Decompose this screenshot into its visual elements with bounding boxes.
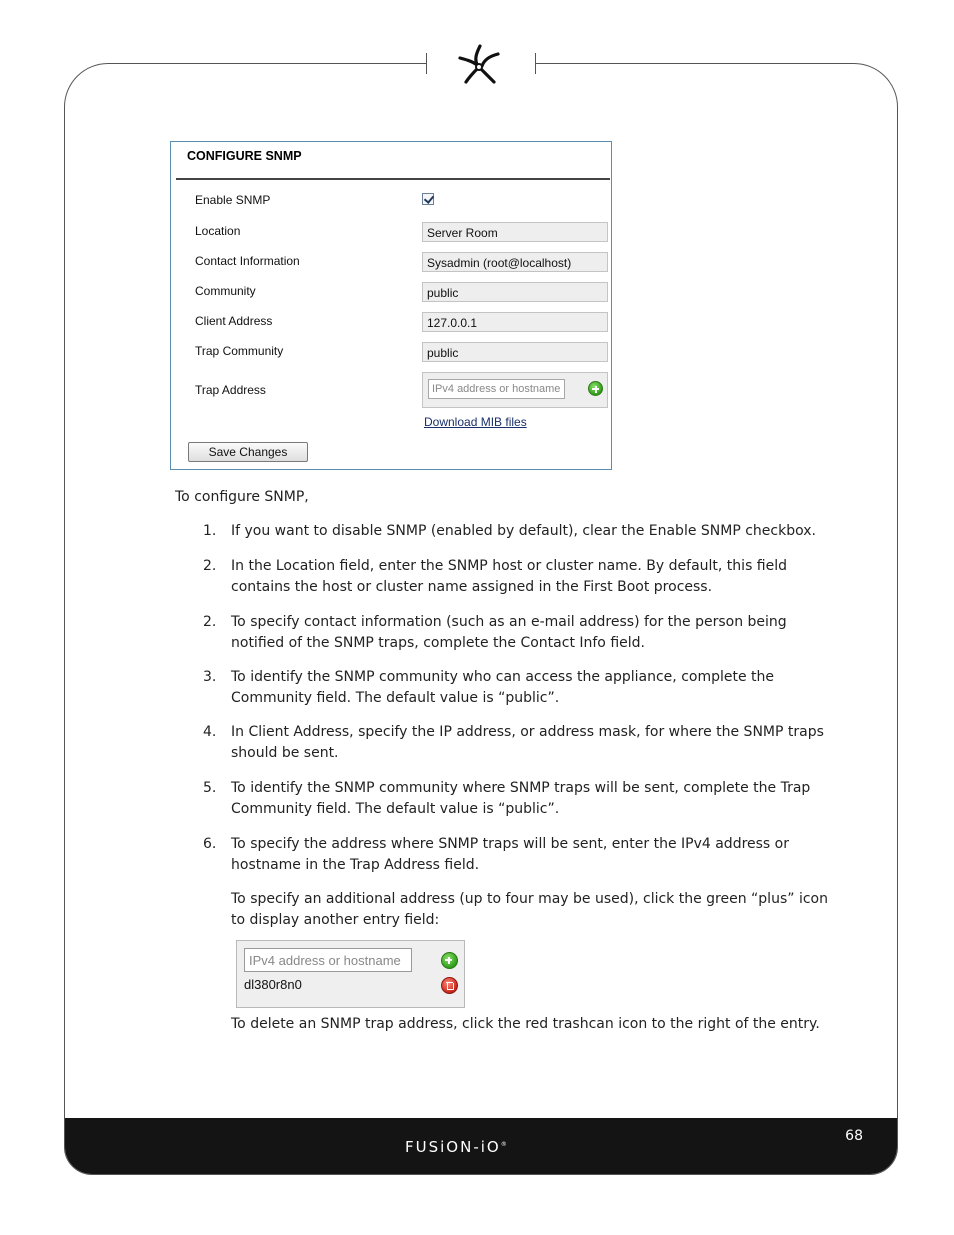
star-logo-icon	[452, 40, 508, 90]
panel-title: CONFIGURE SNMP	[187, 149, 302, 163]
community-label: Community	[195, 284, 256, 298]
trap-address-box	[422, 372, 608, 408]
delete-note: To delete an SNMP trap address, click the red trashcan icon to the right of the entry.	[231, 1016, 820, 1032]
step-number: 4.	[203, 724, 217, 740]
client-address-label: Client Address	[195, 314, 273, 328]
fusion-io-logo: FUSiON-iO®	[405, 1138, 507, 1156]
header-tick-left	[426, 53, 427, 74]
trap-address-input[interactable]: IPv4 address or hostname	[428, 379, 565, 399]
step-text: In the Location field, enter the SNMP host or cluster name. By default, this field contains the host or cluster name assigned in the First Boot process.	[231, 558, 788, 595]
intro-text: To configure SNMP,	[175, 489, 309, 505]
contact-info-field[interactable]: Sysadmin (root@localhost)	[422, 252, 608, 272]
footer-band	[65, 1118, 897, 1174]
trap-community-field[interactable]: public	[422, 342, 608, 362]
example-entry: dl380r8n0	[244, 977, 302, 992]
location-field[interactable]: Server Room	[422, 222, 608, 242]
step-text: To identify the SNMP community where SNMP traps will be sent, complete the Trap Community field. The default value is “public”.	[231, 780, 811, 817]
example-address-input[interactable]: IPv4 address or hostname	[244, 948, 412, 972]
step-number: 2.	[203, 614, 217, 630]
trap-community-label: Trap Community	[195, 344, 284, 358]
trap-address-example	[236, 940, 465, 1008]
step-text: In Client Address, specify the IP address, or address mask, for where the SNMP traps should be sent.	[231, 724, 824, 761]
enable-snmp-checkbox[interactable]	[422, 193, 434, 205]
step-number: 3.	[203, 669, 217, 685]
example-plus-icon[interactable]	[441, 952, 458, 969]
add-address-plus-icon[interactable]	[588, 381, 603, 396]
client-address-field[interactable]: 127.0.0.1	[422, 312, 608, 332]
step-number: 6.	[203, 836, 217, 852]
trashcan-icon[interactable]	[441, 977, 458, 994]
step-text: To identify the SNMP community who can access the appliance, complete the Community field. The default value is “public”.	[231, 669, 775, 706]
step-number: 1.	[203, 523, 217, 539]
trap-address-label: Trap Address	[195, 383, 266, 397]
contact-info-label: Contact Information	[195, 254, 300, 268]
step-number: 5.	[203, 780, 217, 796]
step-text: To specify the address where SNMP traps will be sent, enter the IPv4 address or hostname in the Trap Address field.	[231, 836, 789, 873]
community-field[interactable]: public	[422, 282, 608, 302]
step-text: To specify contact information (such as an e-mail address) for the person being notified of the SNMP traps, complete the Contact Info field.	[231, 614, 787, 651]
step-number: 2.	[203, 558, 217, 574]
additional-address-note: To specify an additional address (up to four may be used), click the green “plus” icon to display another entry field:	[231, 891, 828, 928]
download-mib-link[interactable]: Download MIB files	[424, 415, 527, 429]
save-changes-button[interactable]: Save Changes	[188, 442, 308, 462]
location-label: Location	[195, 224, 241, 238]
enable-snmp-label: Enable SNMP	[195, 193, 271, 207]
page-number: 68	[845, 1128, 863, 1144]
configure-snmp-panel	[170, 141, 612, 470]
panel-divider	[176, 178, 610, 180]
step-text: If you want to disable SNMP (enabled by default), clear the Enable SNMP checkbox.	[231, 523, 816, 539]
header-tick-right	[535, 53, 536, 74]
